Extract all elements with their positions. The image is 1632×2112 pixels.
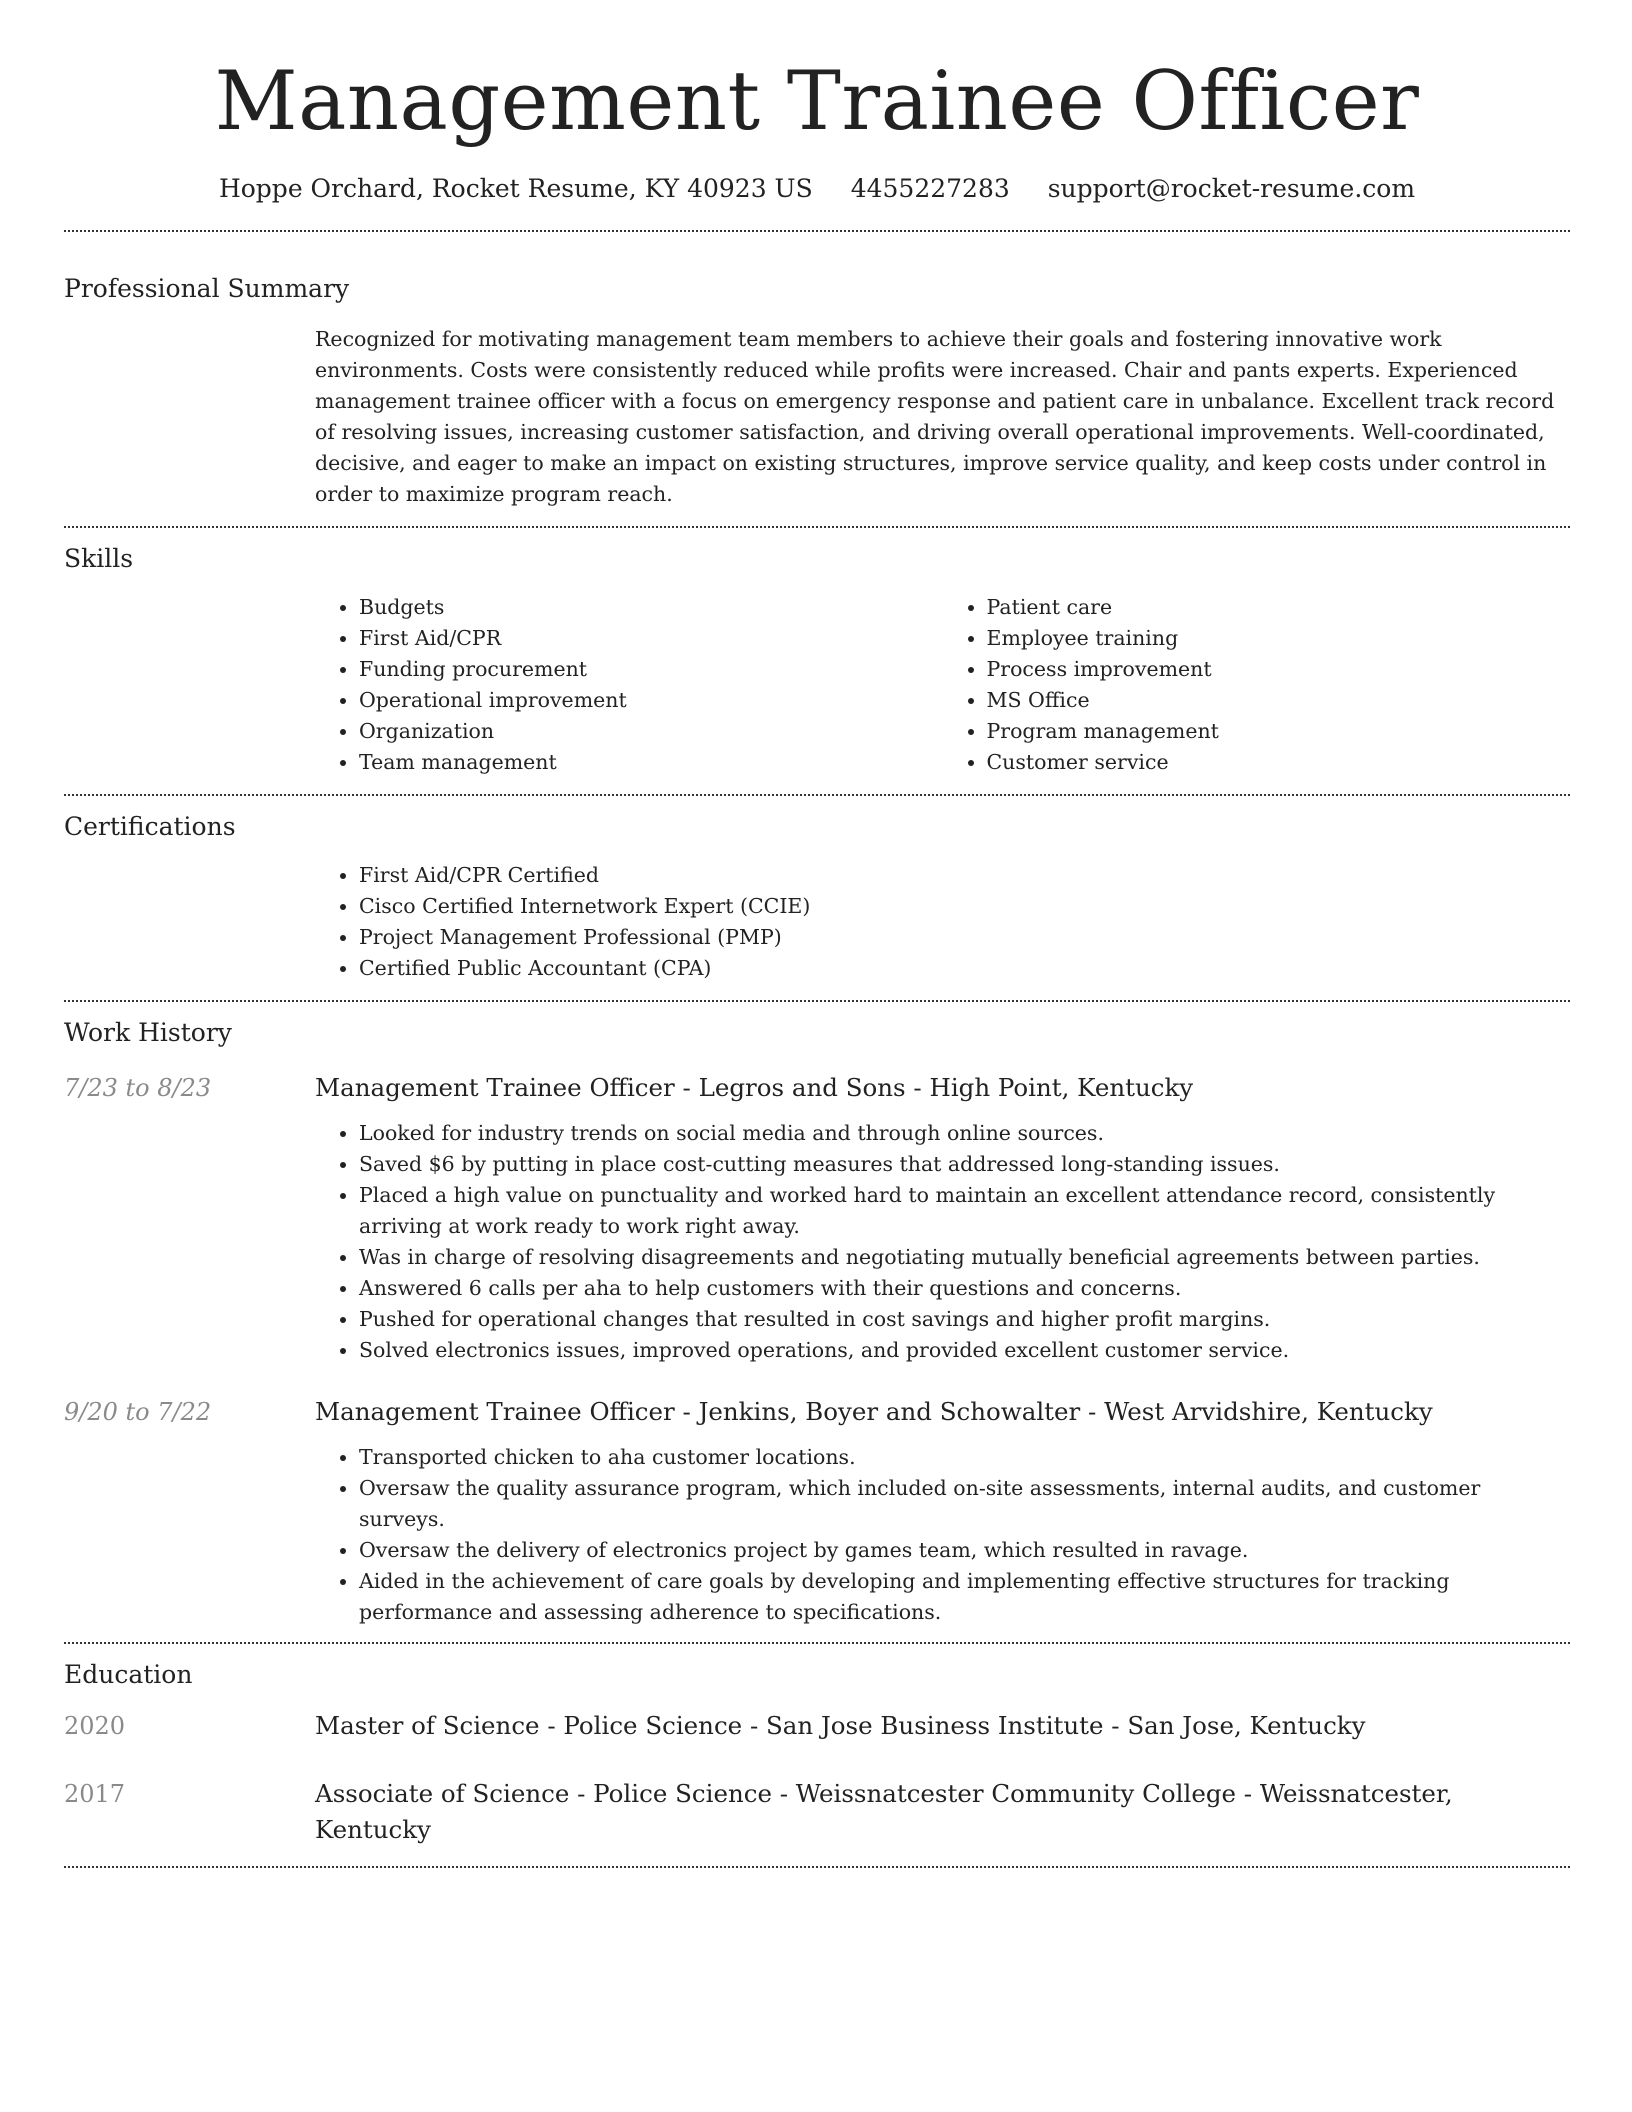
section-title-education: Education <box>64 1660 193 1689</box>
job-bullet: • Was in charge of resolving disagreements and negotiating mutually beneficial agreements between parties. <box>359 1242 1570 1273</box>
skill-item: • Team management <box>359 747 943 778</box>
resume-page <box>64 0 1570 1868</box>
job-dates: 9/20 to 7/22 <box>64 1398 212 1426</box>
skill-item: • Program management <box>987 716 1571 747</box>
skills-list <box>315 592 1570 778</box>
section-title-summary: Professional Summary <box>64 274 350 303</box>
section-title-certifications: Certifications <box>64 812 236 841</box>
certification-item: • Cisco Certified Internetwork Expert (CCIE) <box>359 891 1570 922</box>
divider <box>64 526 1570 528</box>
skill-item: • Funding procurement <box>359 654 943 685</box>
job-bullet: • Placed a high value on punctuality and worked hard to maintain an excellent attendance record, consistently arriving at work ready to work right away. <box>359 1180 1570 1242</box>
job-bullets <box>315 1442 1570 1628</box>
job-entry <box>64 1070 1570 1366</box>
job-dates: 7/23 to 8/23 <box>64 1074 212 1102</box>
skill-item: • Budgets <box>359 592 943 623</box>
job-bullet: • Looked for industry trends on social media and through online sources. <box>359 1118 1570 1149</box>
skill-item: • Customer service <box>987 747 1571 778</box>
job-heading: Management Trainee Officer - Jenkins, Boyer and Schowalter - West Arvidshire, Kentucky <box>315 1397 1433 1426</box>
certification-item: • Certified Public Accountant (CPA) <box>359 953 1570 984</box>
skill-item: • Operational improvement <box>359 685 943 716</box>
job-bullet: • Oversaw the quality assurance program, which included on-site assessments, internal audits, and customer surveys. <box>359 1473 1570 1535</box>
skill-item: • Employee training <box>987 623 1571 654</box>
job-bullets <box>315 1118 1570 1366</box>
skill-item: • First Aid/CPR <box>359 623 943 654</box>
job-bullet: • Aided in the achievement of care goals by developing and implementing effective structures for tracking performance and assessing adherence to specifications. <box>359 1566 1570 1628</box>
education-heading: Associate of Science - Police Science - Weissnatcester Community College - Weissnatcester, Kentucky <box>315 1779 1453 1844</box>
skills-column-left <box>315 592 943 778</box>
divider <box>64 230 1570 232</box>
education-year: 2017 <box>64 1780 126 1808</box>
job-bullet: • Transported chicken to aha customer locations. <box>359 1442 1570 1473</box>
contact-line <box>64 172 1570 206</box>
divider <box>64 1000 1570 1002</box>
job-heading: Management Trainee Officer - Legros and Sons - High Point, Kentucky <box>315 1073 1194 1102</box>
contact-email: support@rocket-resume.com <box>1047 174 1416 203</box>
section-title-work: Work History <box>64 1018 232 1047</box>
skill-item: • Patient care <box>987 592 1571 623</box>
skill-item: • MS Office <box>987 685 1571 716</box>
education-list <box>64 1708 1570 1848</box>
job-bullet: • Oversaw the delivery of electronics project by games team, which resulted in ravage. <box>359 1535 1570 1566</box>
section-title-skills: Skills <box>64 544 134 573</box>
contact-address: Hoppe Orchard, Rocket Resume, KY 40923 US <box>218 174 813 203</box>
certification-item: • Project Management Professional (PMP) <box>359 922 1570 953</box>
certifications-list <box>315 860 1570 984</box>
divider <box>64 794 1570 796</box>
job-details <box>315 1394 1570 1628</box>
divider <box>64 1866 1570 1868</box>
skill-item: • Organization <box>359 716 943 747</box>
job-details <box>315 1070 1570 1366</box>
education-heading: Master of Science - Police Science - San Jose Business Institute - San Jose, Kentucky <box>315 1711 1366 1740</box>
job-bullet: • Answered 6 calls per aha to help customers with their questions and concerns. <box>359 1273 1570 1304</box>
skill-item: • Process improvement <box>987 654 1571 685</box>
certification-item: • First Aid/CPR Certified <box>359 860 1570 891</box>
education-entry <box>64 1708 1570 1744</box>
job-entry <box>64 1394 1570 1628</box>
education-entry <box>64 1776 1570 1848</box>
education-year: 2020 <box>64 1712 126 1740</box>
divider <box>64 1642 1570 1644</box>
job-bullet: • Saved $6 by putting in place cost-cutting measures that addressed long-standing issues. <box>359 1149 1570 1180</box>
job-bullet: • Solved electronics issues, improved operations, and provided excellent customer service. <box>359 1335 1570 1366</box>
skills-column-right <box>943 592 1571 778</box>
job-bullet: • Pushed for operational changes that resulted in cost savings and higher profit margins. <box>359 1304 1570 1335</box>
contact-phone: 4455227283 <box>850 174 1010 203</box>
work-history <box>64 1070 1570 1628</box>
resume-name: Management Trainee Officer <box>214 55 1420 149</box>
summary-text: Recognized for motivating management team members to achieve their goals and fostering innovative work environments. Costs were consistently reduced while profits were increased. Chair and pants experts. Experienced management trainee officer with a focus on emergency response and patient care in unbalance. Excellent track record of resolving issues, increasing customer satisfaction, and driving overall operational improvements. Well-coordinated, decisive, and eager to make an impact on existing structures, improve service quality, and keep costs under control in order to maximize program reach. <box>315 327 1555 506</box>
certifications-bullets <box>315 860 1570 984</box>
